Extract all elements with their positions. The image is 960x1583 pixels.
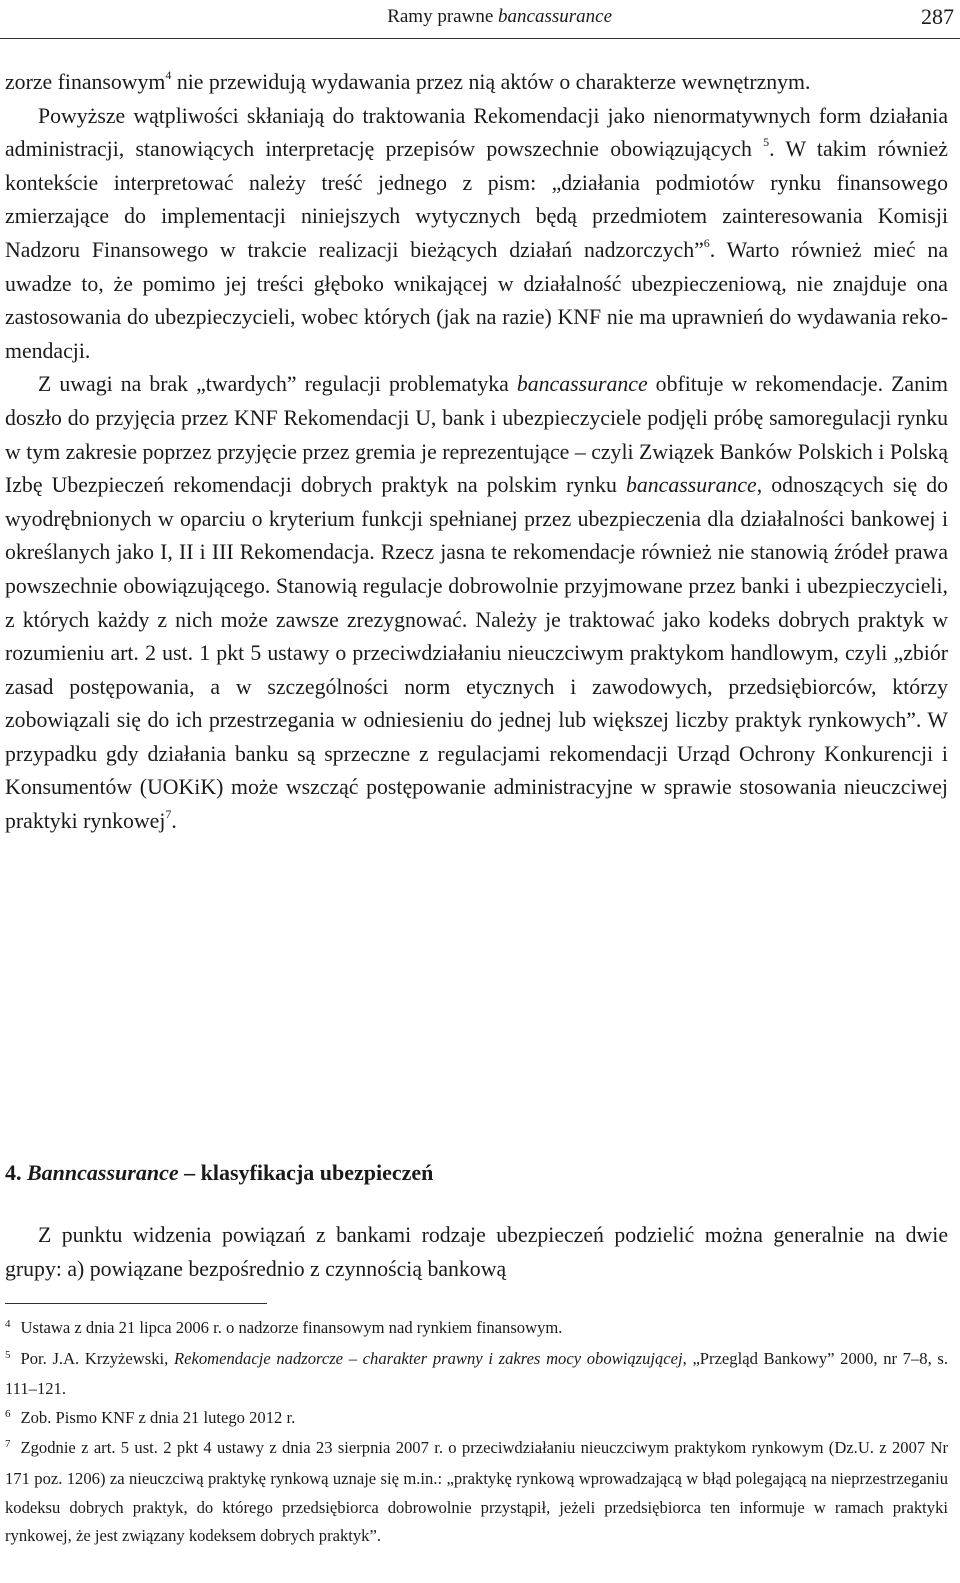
- footnote-ref: 5: [763, 134, 770, 149]
- footnote: [5, 1345, 948, 1404]
- section-heading: [5, 1160, 433, 1186]
- section-text: [5, 1218, 948, 1286]
- footnote: [5, 1434, 948, 1550]
- running-header: [0, 0, 960, 39]
- text-run: , odnoszących się do wyodrębnionych w oparciu o kryterium funkcji spełnianej przez ubezpieczenia dla działalności bankowej i określanych jako I, II i III Rekomendacja. Rzecz jasna te rekomendacje również nie stanowią źródeł prawa powszechnie obowiązującego. Stanowią regulacje dobrowolnie przyjmowane przez banki i ubezpieczycieli, z których każdy z nich może zawsze zrezygnować. Należy je traktować jako kodeks dobrych praktyk w rozumieniu art. 2 ust. 1 pkt 5 ustawy o przeciwdziałaniu nieuczciwym praktykom handlowym, czyli „zbiór zasad postępowania, a w szczególności norm etycznych i zawodowych, przedsiębiorców, którzy zobowiązali się do ich przestrzegania w odniesieniu do jednej lub większej liczby praktyk rynkowych”. W przypadku gdy działania banku są sprzeczne z regulacjami rekomendacji Urząd Ochrony Konkurencji i Konsumentów (UOKiK) może wszcząć postępowanie administracyjne w sprawie stosowania nieuczciwej praktyki rynkowej: [5, 473, 948, 834]
- footnote-ref: 6: [703, 235, 710, 250]
- section-title-emphasis: Banncassurance: [27, 1160, 179, 1185]
- footnote-number: 5: [5, 1348, 11, 1361]
- footnote-ref: 7: [165, 806, 172, 821]
- text-run: nie przewidują wydawania przez nią aktów o charakterze wewnętrznym.: [171, 70, 811, 94]
- emphasis-text: bancassurance: [625, 473, 757, 498]
- footnote-number: 7: [5, 1438, 11, 1451]
- paragraph: [5, 368, 948, 838]
- page-number: 287: [921, 4, 954, 29]
- running-title: [387, 6, 612, 28]
- text-run: . W takim również kontekście interpretować należy treść jednego z pism: „działania podmiotów rynku finansowego zmierzające do implementacji niniejszych wytycznych będą przedmiotem zainteresowania Komisji Nadzoru Finansowego w trakcie realizacji bieżących działań nadzorczych”: [5, 137, 948, 262]
- text-run: Zob. Pismo KNF z dnia 21 lutego 2012 r.: [20, 1407, 296, 1427]
- main-text: [5, 66, 948, 839]
- section-number: 4.: [5, 1160, 27, 1185]
- emphasis-text: bancassurance: [516, 372, 648, 397]
- text-run: Por. J.A. Krzyżewski,: [20, 1348, 174, 1368]
- running-title-emphasis: bancassurance: [498, 6, 612, 27]
- paragraph: [5, 100, 948, 369]
- text-run: . Warto również mieć na uwadze to, że pomimo jej treści głęboko wnikającej w działalność ubezpieczeniową, nie znajduje ona zastosowania do ubezpieczycieli, wobec których (jak na razie) KNF nie ma uprawnień do wydawania rekomendacji.: [5, 237, 948, 363]
- emphasis-text: Rekomendacje nadzorcze – charakter prawny i zakres mocy obowiązującej: [173, 1348, 683, 1368]
- footnote-number: 4: [5, 1318, 11, 1330]
- footnote: [5, 1404, 948, 1435]
- footnotes: [5, 1314, 948, 1551]
- footnote: [5, 1314, 948, 1345]
- footnote-number: 6: [5, 1407, 11, 1420]
- text-run: .: [171, 809, 177, 834]
- text-run: Powyższe wątpliwości skłaniają do traktowania Rekomendacji jako nienormatywnych form działania administracji, stanowiących interpretację przepisów powszechnie obowiązujących: [5, 103, 948, 162]
- text-run: zorze finansowym: [5, 70, 166, 94]
- section-title-rest: – klasyfikacja ubezpieczeń: [178, 1160, 434, 1185]
- paragraph: [5, 66, 948, 100]
- text-run: , „Przegląd Bankowy” 2000, nr 7–8, s. 111–121.: [5, 1348, 949, 1399]
- text-run: Ustawa z dnia 21 lipca 2006 r. o nadzorze finansowym nad rynkiem finansowym.: [20, 1318, 563, 1337]
- footnote-ref: 4: [165, 67, 172, 82]
- footnote-divider: [5, 1303, 267, 1304]
- text-run: obfituje w rekomendacje. Zanim doszło do przyjęcia przez KNF Rekomendacji U, bank i ubezpieczyciele podjęli próbę samoregulacji rynku w tym zakresie poprzez przyjęcie przez gremia je reprezentujące – czyli Związek Banków Polskich i Polską Izbę Ubezpieczeń rekomendacji dobrych praktyk na polskim rynku: [5, 372, 948, 498]
- text-run: Z uwagi na brak „twardych” regulacji problematyka: [38, 372, 517, 397]
- running-title-text: Ramy prawne: [387, 6, 499, 27]
- section-paragraph: Z punktu widzenia powiązań z bankami rodzaje ubezpieczeń podzielić można generalnie na dwie grupy: a) powiązane bezpośrednio z czynnością bankową: [5, 1223, 948, 1281]
- text-run: Zgodnie z art. 5 ust. 2 pkt 4 ustawy z dnia 23 sierpnia 2007 r. o przeciwdziałaniu nieuczciwym praktykom rynkowym (Dz.U. z 2007 Nr 171 poz. 1206) za nieuczciwą praktykę rynkową uznaje się m.in.: „praktykę rynkową wprowadzającą w błąd polegającą na nieprzestrzeganiu kodeksu dobrych praktyk, do którego przedsiębiorca dobrowolnie przystąpił, jeżeli przedsiębiorca ten informuje w ramach praktyki rynkowej, że jest związany kodeksem dobrych praktyk”.: [5, 1438, 948, 1546]
